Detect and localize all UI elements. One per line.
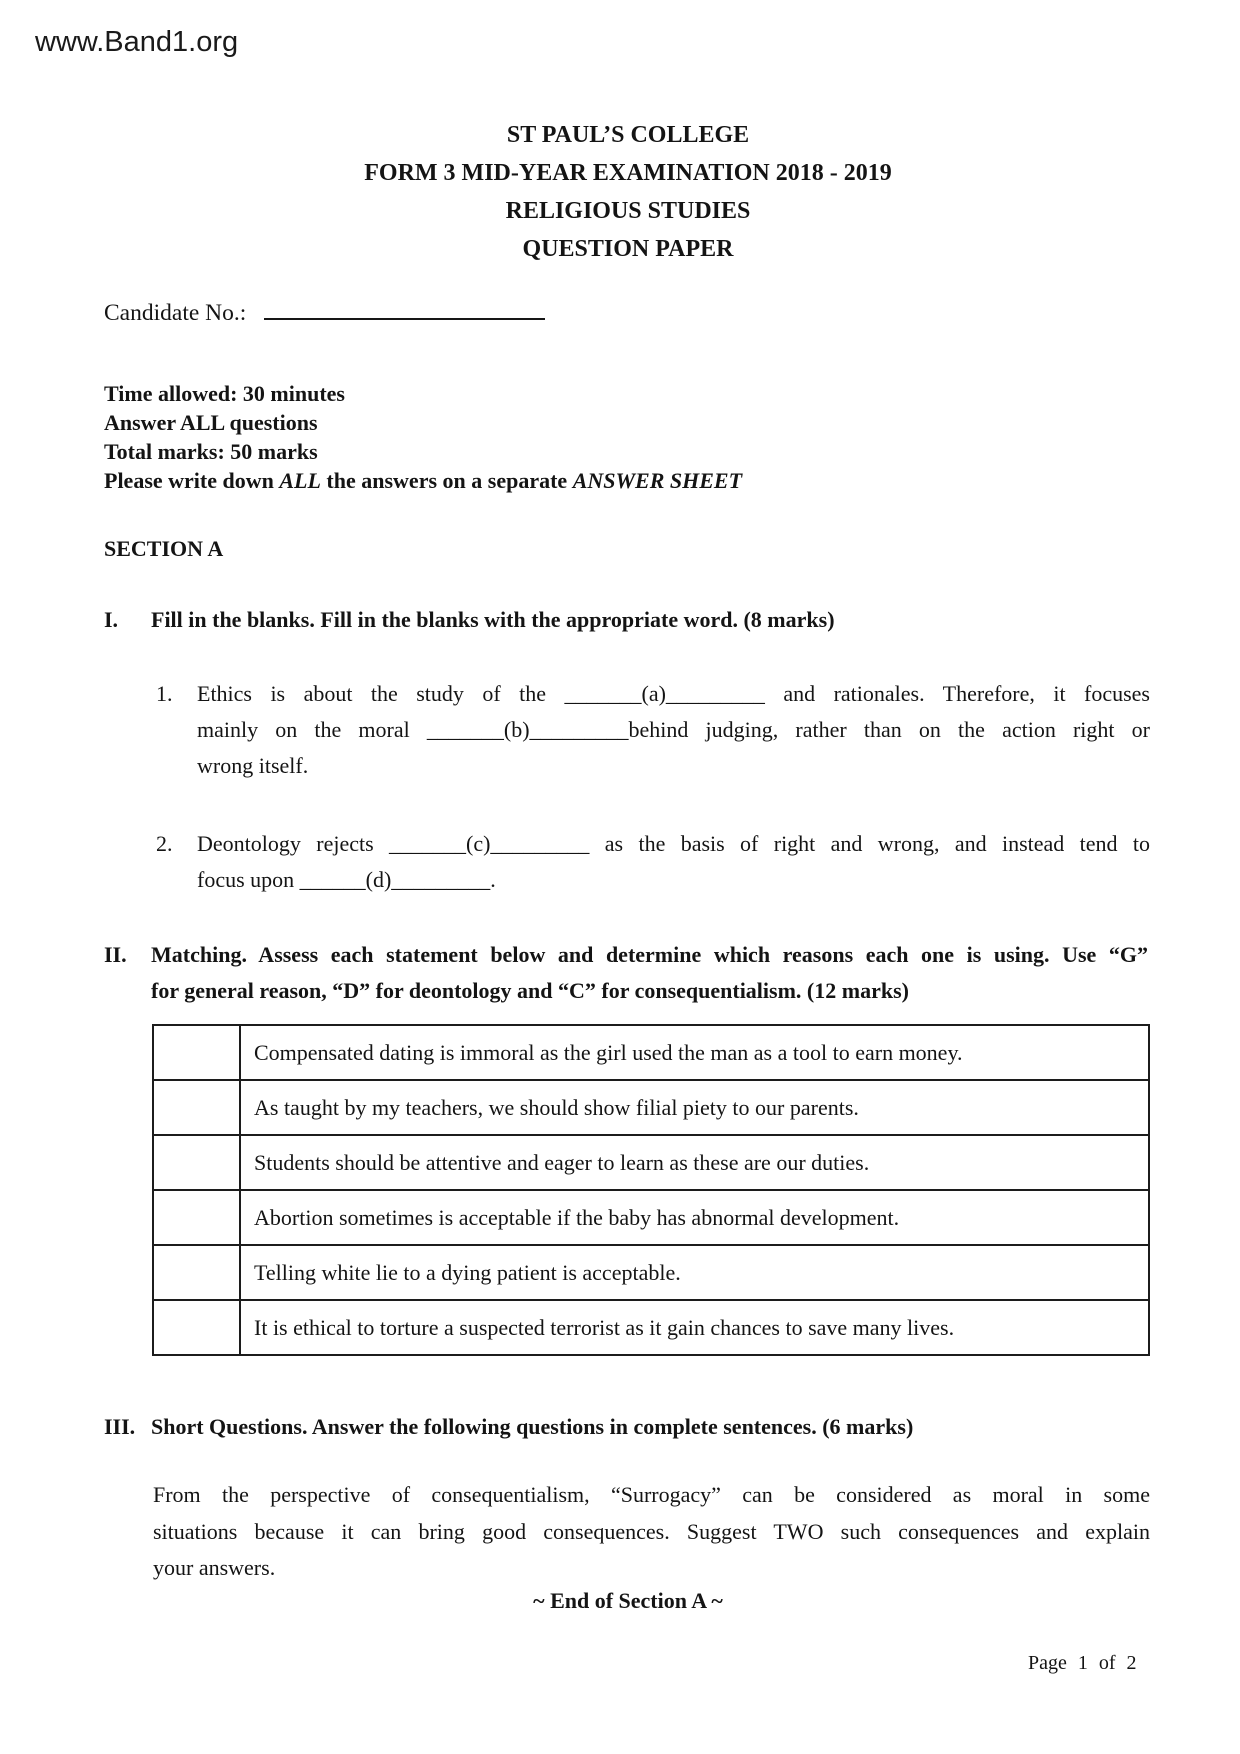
matching-table [152,1024,1150,1356]
question-2-text: Deontology rejects _______(c)_________ as the basis of right and wrong, and instead tend to focus upon ______(d)_________. [197,831,1150,892]
answer-box[interactable] [153,1245,240,1300]
section-ii-numeral: II. [104,942,127,967]
exam-name: FORM 3 MID-YEAR EXAMINATION 2018 - 2019 [364,160,892,186]
question-2 [156,826,1150,898]
table-row [153,1245,1149,1300]
statement-cell: As taught by my teachers, we should show filial piety to our parents. [240,1080,1149,1135]
statement-cell: Students should be attentive and eager to learn as these are our duties. [240,1135,1149,1190]
answer-box[interactable] [153,1135,240,1190]
answer-sheet-note: Please write down ALL the answers on a separate ANSWER SHEET [104,468,743,493]
section-i-heading [104,602,1148,638]
statement-cell: Compensated dating is immoral as the girl used the man as a tool to earn money. [240,1025,1149,1080]
table-row [153,1025,1149,1080]
total-marks: Total marks: 50 marks [104,439,318,464]
school-name: ST PAUL’S COLLEGE [506,122,750,148]
statement-cell: Abortion sometimes is acceptable if the baby has abnormal development. [240,1190,1149,1245]
table-row [153,1080,1149,1135]
table-row [153,1135,1149,1190]
question-1-number: 1. [156,681,173,706]
answer-box[interactable] [153,1080,240,1135]
time-allowed: Time allowed: 30 minutes [104,381,345,406]
question-2-number: 2. [156,831,173,856]
table-row [153,1300,1149,1355]
answer-box[interactable] [153,1300,240,1355]
answer-box[interactable] [153,1025,240,1080]
question-1-text: Ethics is about the study of the _______(a)_________ and rationales. Therefore, it focuses mainly on the moral _______(b)_________behind judging, rather than on the action right or wrong itself. [197,681,1150,778]
statement-cell: Telling white lie to a dying patient is acceptable. [240,1245,1149,1300]
section-i-numeral: I. [104,607,119,632]
answer-all: Answer ALL questions [104,410,318,435]
short-question-paragraph: From the perspective of consequentialism, “Surrogacy” can be considered as moral in some situations because it can bring good consequences. Suggest TWO such consequences and explain your answers. [153,1482,1150,1580]
table-row [153,1190,1149,1245]
question-1 [156,676,1150,784]
page-number: Page 1 of 2 [1028,1652,1137,1674]
statement-cell: It is ethical to torture a suspected terrorist as it gain chances to save many lives. [240,1300,1149,1355]
section-iii-heading-text: Short Questions. Answer the following questions in complete sentences. (6 marks) [151,1414,914,1439]
candidate-number-field[interactable] [264,292,545,320]
candidate-number-row [104,292,545,327]
answer-box[interactable] [153,1190,240,1245]
paper-type: QUESTION PAPER [522,236,734,262]
end-of-section-note: ~ End of Section A ~ [533,1588,723,1613]
section-iii-heading [104,1409,1148,1445]
section-a-title: SECTION A [104,536,224,561]
section-i-heading-text: Fill in the blanks. Fill in the blanks with the appropriate word. (8 marks) [151,607,835,632]
section-ii-heading-text: Matching. Assess each statement below and determine which reasons each one is using. Use “G” for general reason, “D” for deontology and “C” for consequentialism. (12 marks) [151,942,1148,1003]
band1-watermark: www.Band1.org [35,26,239,58]
exam-instructions [104,379,742,495]
exam-title-block [104,116,1152,268]
section-iii-numeral: III. [104,1414,136,1439]
candidate-number-label: Candidate No.: [104,300,247,326]
subject-name: RELIGIOUS STUDIES [505,198,751,224]
section-ii-heading [104,937,1148,1009]
